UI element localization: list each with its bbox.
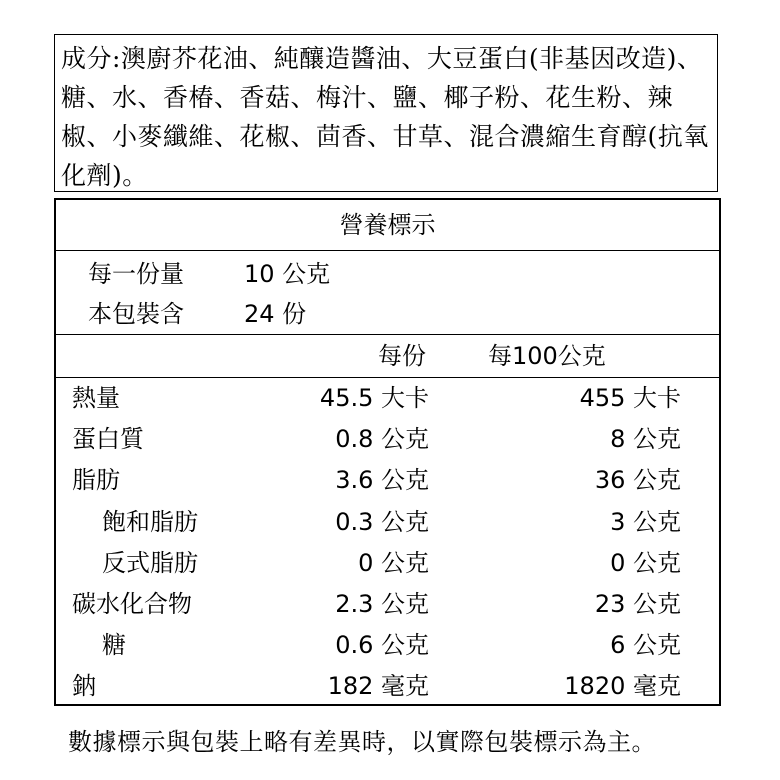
nutrient-per-100g: 0 公克: [610, 548, 681, 577]
nutrient-per-100g: 8 公克: [610, 425, 681, 454]
servings-per-package-row: [56, 294, 719, 334]
nutrient-per-100g: 23 公克: [594, 589, 681, 618]
nutrient-per-serving: 3.6 公克: [335, 466, 429, 495]
nutrient-per-100g: 455 大卡: [579, 384, 681, 412]
nutrient-name: 反式脂肪: [102, 548, 198, 577]
nutrient-name: 脂肪: [72, 466, 120, 495]
ingredients-text: 成分:澳廚芥花油、純釀造醬油、大豆蛋白(非基因改造)、糖、水、香椿、香菇、梅汁、鹽、椰子粉、花生粉、辣椒、小麥纖維、花椒、茴香、甘草、混合濃縮生育醇(抗氧化劑)。: [61, 44, 709, 190]
serving-size-row: [56, 254, 719, 294]
nutrient-per-serving: 0 公克: [358, 548, 429, 577]
nutrition-facts-table: [54, 198, 721, 706]
nutrient-per-serving: 0.3 公克: [335, 507, 429, 536]
nutrient-per-100g: 36 公克: [594, 466, 681, 495]
nutrient-row-carbohydrate: [56, 584, 719, 625]
nutrient-rows: [56, 378, 719, 708]
nutrient-row-energy: [56, 378, 719, 419]
column-header-per-serving: 每份: [378, 342, 426, 370]
nutrient-name: 鈉: [72, 672, 96, 701]
nutrient-row-protein: [56, 419, 719, 460]
serving-size-label: 每一份量: [88, 260, 184, 288]
nutrient-row-fat: [56, 460, 719, 501]
nutrient-per-100g: 3 公克: [610, 507, 681, 536]
serving-size-value: 10 公克: [244, 260, 331, 288]
nutrient-row-saturated-fat: [56, 502, 719, 543]
nutrient-per-serving: 0.6 公克: [335, 631, 429, 660]
servings-per-package-label: 本包裝含: [88, 300, 184, 328]
servings-per-package-value: 24 份: [244, 300, 307, 328]
nutrient-per-serving: 0.8 公克: [335, 425, 429, 454]
nutrient-per-serving: 45.5 大卡: [319, 384, 429, 412]
column-header-per-100g: 每100公克: [488, 342, 606, 370]
nutrient-per-100g: 1820 毫克: [564, 672, 681, 701]
nutrient-name: 糖: [102, 631, 126, 660]
nutrient-per-serving: 2.3 公克: [335, 589, 429, 618]
nutrient-per-100g: 6 公克: [610, 631, 681, 660]
nutrient-row-sugar: [56, 625, 719, 666]
ingredients-box: [54, 34, 718, 192]
nutrition-title: 營養標示: [56, 200, 719, 251]
nutrient-row-trans-fat: [56, 543, 719, 584]
column-header-row: [56, 335, 719, 378]
nutrient-name: 熱量: [72, 384, 120, 412]
serving-info: [56, 251, 719, 335]
nutrient-per-serving: 182 毫克: [327, 672, 429, 701]
nutrient-name: 蛋白質: [72, 425, 144, 454]
nutrient-row-sodium: [56, 666, 719, 707]
disclaimer-note: 數據標示與包裝上略有差異時，以實際包裝標示為主。: [68, 728, 656, 756]
nutrient-name: 碳水化合物: [72, 589, 192, 618]
nutrient-name: 飽和脂肪: [102, 507, 198, 536]
